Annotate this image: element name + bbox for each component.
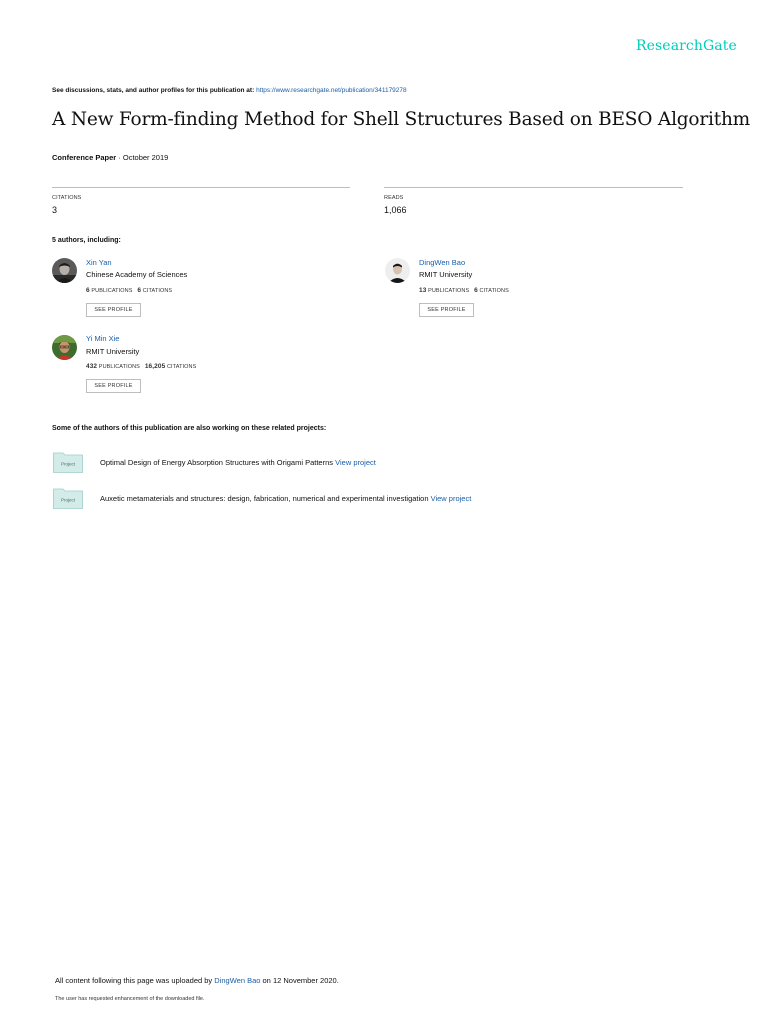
publication-count: 13 — [419, 287, 427, 294]
see-profile-button[interactable]: SEE PROFILE — [86, 379, 141, 393]
see-profile-button[interactable]: SEE PROFILE — [86, 303, 141, 317]
author-avatar-yi-min-xie[interactable] — [52, 335, 77, 360]
upload-notice — [55, 976, 339, 985]
folder-icon — [53, 451, 83, 473]
see-profile-button[interactable]: SEE PROFILE — [419, 303, 474, 317]
citations-label: CITATIONS — [166, 364, 197, 370]
author-institution: Chinese Academy of Sciences — [86, 270, 188, 279]
reads-divider — [384, 187, 683, 188]
publication-meta — [52, 153, 168, 162]
avatar-photo — [385, 258, 410, 283]
reads-label: READS — [384, 195, 404, 201]
publication-type: Conference Paper — [52, 153, 117, 162]
project-title: Optimal Design of Energy Absorption Structures with Origami Patterns — [100, 458, 334, 467]
publication-count: 432 — [86, 363, 98, 370]
citations-label: CITATIONS — [52, 195, 82, 201]
publication-title: A New Form-finding Method for Shell Structures Based on BESO Algorithm — [52, 109, 751, 130]
related-projects-heading: Some of the authors of this publication are also working on these related projects: — [52, 425, 327, 432]
author-name-link[interactable]: DingWen Bao — [419, 258, 466, 267]
publications-label: PUBLICATIONS — [98, 364, 140, 370]
project-folder-icon[interactable] — [53, 451, 83, 473]
reads-count: 1,066 — [384, 205, 407, 215]
citation-count: 6 — [137, 287, 142, 294]
researchgate-logo[interactable]: ResearchGate — [636, 38, 737, 54]
project-folder-icon[interactable] — [53, 487, 83, 509]
citation-count: 6 — [474, 287, 478, 294]
author-stats — [86, 287, 172, 294]
view-project-link[interactable]: View project — [430, 494, 472, 503]
uploader-link[interactable]: DingWen Bao — [214, 976, 261, 985]
citations-label: CITATIONS — [479, 288, 509, 294]
avatar-photo — [52, 258, 77, 283]
author-name-link[interactable]: Yi Min Xie — [86, 334, 120, 343]
upload-prefix: All content following this page was uploaded by — [55, 976, 213, 985]
project-item — [100, 458, 376, 467]
author-stats — [419, 287, 509, 294]
author-institution: RMIT University — [419, 270, 473, 279]
author-avatar-dingwen-bao[interactable] — [385, 258, 410, 283]
publication-date: · October 2019 — [118, 153, 169, 162]
author-name-link[interactable]: Xin Yan — [86, 258, 112, 267]
authors-heading: 5 authors, including: — [52, 237, 121, 244]
project-item — [100, 494, 471, 503]
project-icon-label: Project — [60, 497, 76, 503]
project-icon-label: Project — [60, 461, 76, 467]
citations-count: 3 — [52, 205, 58, 215]
folder-icon — [53, 487, 83, 509]
citations-divider — [52, 187, 350, 188]
upload-suffix: on 12 November 2020. — [262, 976, 339, 985]
avatar-photo — [52, 335, 77, 360]
publication-url-link[interactable]: https://www.researchgate.net/publication/341179278 — [256, 87, 407, 94]
author-institution: RMIT University — [86, 347, 140, 356]
view-project-link[interactable]: View project — [335, 458, 376, 467]
discussion-line — [52, 87, 407, 94]
project-title: Auxetic metamaterials and structures: design, fabrication, numerical and experimental investigation — [100, 494, 429, 503]
citation-count: 16,205 — [144, 363, 166, 370]
enhancement-note: The user has requested enhancement of the downloaded file. — [55, 996, 205, 1002]
citations-label: CITATIONS — [142, 288, 173, 294]
publications-label: PUBLICATIONS — [91, 288, 133, 294]
publications-label: PUBLICATIONS — [428, 288, 470, 294]
publication-count: 6 — [86, 287, 90, 294]
discussion-label: See discussions, stats, and author profiles for this publication at: — [52, 87, 255, 94]
author-stats — [86, 363, 196, 370]
author-avatar-xin-yan[interactable] — [52, 258, 77, 283]
